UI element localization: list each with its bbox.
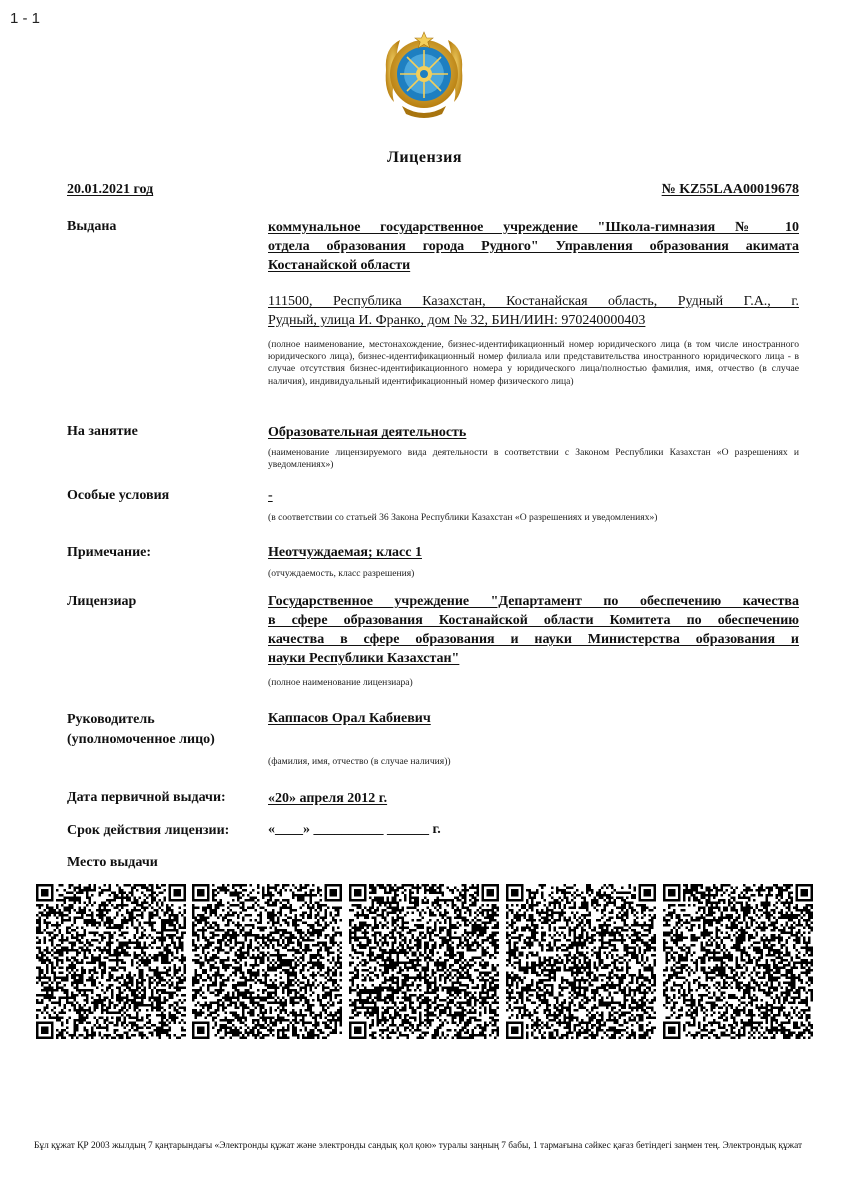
issued-to-line: Костанайской области — [268, 258, 411, 273]
head-label — [67, 710, 215, 750]
head-label-line2: (уполномоченное лицо) — [67, 732, 215, 747]
issued-to-line: коммунальное государственное учреждение "Школа-гимназия № 10 — [268, 220, 799, 235]
activity-hint: (наименование лицензируемого вида деятельности в соответствии с Законом Республики Казахстан «О разрешениях и уведомлениях») — [268, 447, 799, 471]
head-hint: (фамилия, имя, отчество (в случае наличия)) — [268, 756, 451, 767]
head-value: Каппасов Орал Кабиевич — [268, 711, 431, 726]
qr-code-4 — [506, 884, 656, 1039]
license-date: 20.01.2021 год — [67, 182, 154, 197]
licensor-label: Лицензиар — [67, 594, 137, 609]
licensor-value — [268, 592, 799, 668]
licensor-line: в сфере образования Костанайской области Комитета по обеспечению — [268, 613, 799, 628]
page-number: 1 - 1 — [10, 10, 41, 27]
state-emblem-icon — [380, 30, 468, 120]
activity-label: На занятие — [67, 424, 138, 439]
qr-code-3 — [349, 884, 499, 1039]
qr-code-1 — [36, 884, 186, 1039]
issued-to-hint: (полное наименование, местонахождение, бизнес-идентификационный номер юридического лица (в том числе иностранного юридического лица), бизнес-идентификационный номер филиала или представительства иностранного юридического лица - в случае отсутствия бизнес-идентификационного номера у юридического лица/полностью фамилия, имя, отчество (в случае наличия), индивидуальный идентификационный номер физического лица) — [268, 339, 799, 387]
license-number: № KZ55LAA00019678 — [661, 182, 799, 197]
issued-to-address — [268, 292, 799, 330]
licensor-line: науки Республики Казахстан" — [268, 651, 460, 666]
special-conditions-label: Особые условия — [67, 488, 170, 503]
issued-to-line: отдела образования города Рудного" Управления образования акимата — [268, 239, 799, 254]
activity-value: Образовательная деятельность — [268, 425, 467, 440]
note-hint: (отчуждаемость, класс разрешения) — [268, 568, 415, 579]
issued-to-label: Выдана — [67, 219, 117, 234]
issued-to-value — [268, 218, 799, 275]
licensor-line: Государственное учреждение "Департамент по обеспечению качества — [268, 594, 799, 609]
validity-label: Срок действия лицензии: — [67, 823, 230, 838]
first-issue-value: «20» апреля 2012 г. — [268, 791, 388, 806]
special-conditions-value: - — [268, 488, 273, 503]
place-label: Место выдачи — [67, 855, 158, 870]
licensor-hint: (полное наименование лицензиара) — [268, 677, 413, 688]
note-label: Примечание: — [67, 545, 152, 560]
qr-code-5 — [663, 884, 813, 1039]
first-issue-label: Дата первичной выдачи: — [67, 790, 226, 805]
special-conditions-hint: (в соответствии со статьей 36 Закона Республики Казахстан «О разрешениях и уведомлениях») — [268, 512, 658, 523]
address-line: 111500, Республика Казахстан, Костанайская область, Рудный Г.А., г. — [268, 294, 799, 309]
footer-legal-note: Бұл құжат ҚР 2003 жылдың 7 қаңтарындағы «Электронды құжат және электронды сандық қол қою» туралы заңның 7 бабы, 1 тармағына сәйкес қағаз бетіндегі заңмен тең. Электрондық құжат — [34, 1141, 803, 1151]
address-line: Рудный, улица И. Франко, дом № 32, БИН/ИИН: 970240000403 — [268, 313, 646, 328]
head-label-line1: Руководитель — [67, 712, 155, 727]
document-title: Лицензия — [387, 149, 462, 166]
licensor-line: качества в сфере образования и науки Министерства образования и — [268, 632, 799, 647]
qr-code-2 — [192, 884, 342, 1039]
validity-value: «____» __________ ______ г. — [268, 822, 441, 837]
note-value: Неотчуждаемая; класс 1 — [268, 545, 422, 560]
